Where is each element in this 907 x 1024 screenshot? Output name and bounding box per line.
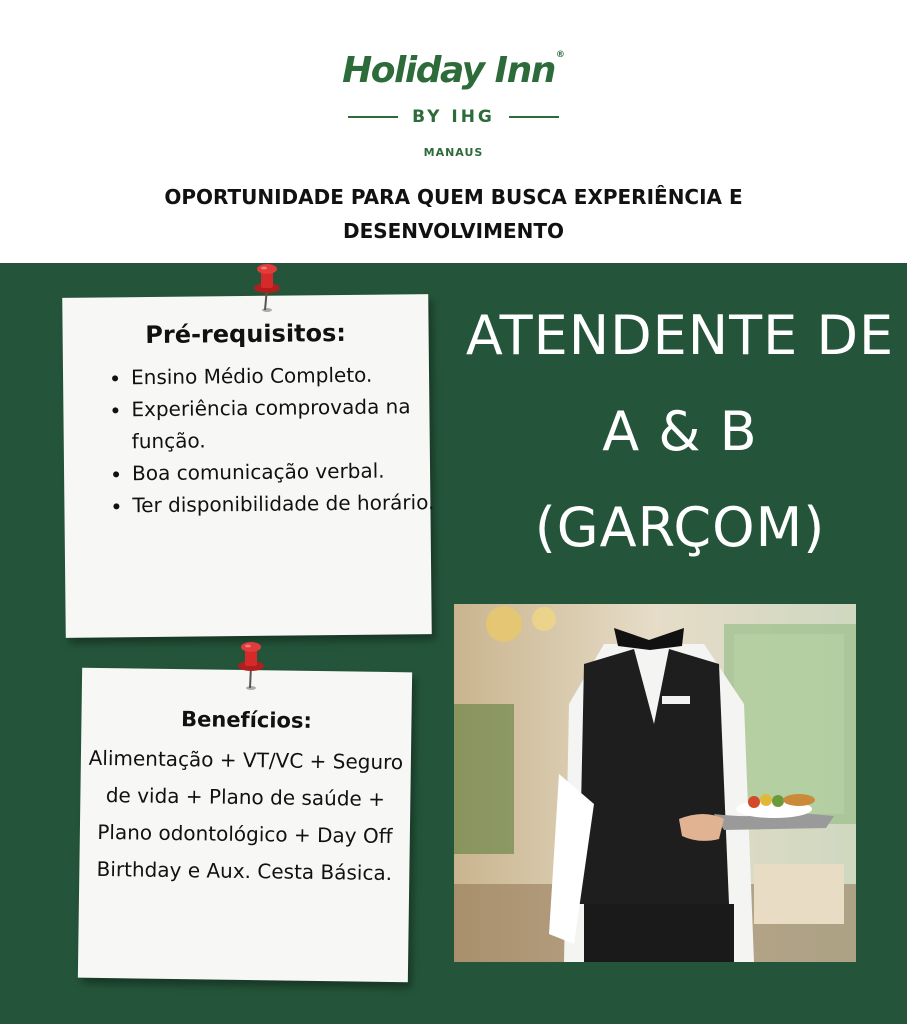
job-title: ATENDENTE DE A & B (GARÇOM) (465, 304, 895, 559)
logo-subline (0, 107, 907, 127)
benefits-text: Alimentação + VT/VC + Seguro de vida + Plano de saúde + Plano odontológico + Day Off Birthday e Aux. Cesta Básica. (88, 745, 404, 886)
logo-divider-left (348, 116, 398, 118)
waiter-illustration (454, 604, 856, 962)
logo-divider-right (509, 116, 559, 118)
logo-by-ihg: BY IHG (412, 107, 495, 127)
push-pin-icon (250, 262, 284, 318)
benefits-note (78, 668, 412, 983)
logo-city: MANAUS (423, 146, 484, 159)
requirement-item: • Boa comunicação verbal. (132, 454, 452, 489)
requirements-note (62, 294, 435, 638)
requirements-title: Pré-requisitos: (145, 318, 347, 350)
tagline: OPORTUNIDADE PARA QUEM BUSCA EXPERIÊNCIA E DESENVOLVIMENTO (164, 185, 743, 243)
requirement-item: • Ter disponibilidade de horário. (132, 486, 452, 521)
benefits-title: Benefícios: (180, 707, 313, 733)
waiter-photo (454, 604, 856, 962)
logo-brand: Holiday Inn (342, 50, 555, 91)
holiday-inn-logo: Holiday Inn® (342, 50, 565, 91)
requirement-item: • Ensino Médio Completo. (131, 358, 451, 393)
requirements-list (99, 358, 453, 522)
requirement-item: • Experiência comprovada na função. (131, 390, 452, 457)
header (0, 0, 907, 263)
push-pin-icon (234, 640, 268, 696)
